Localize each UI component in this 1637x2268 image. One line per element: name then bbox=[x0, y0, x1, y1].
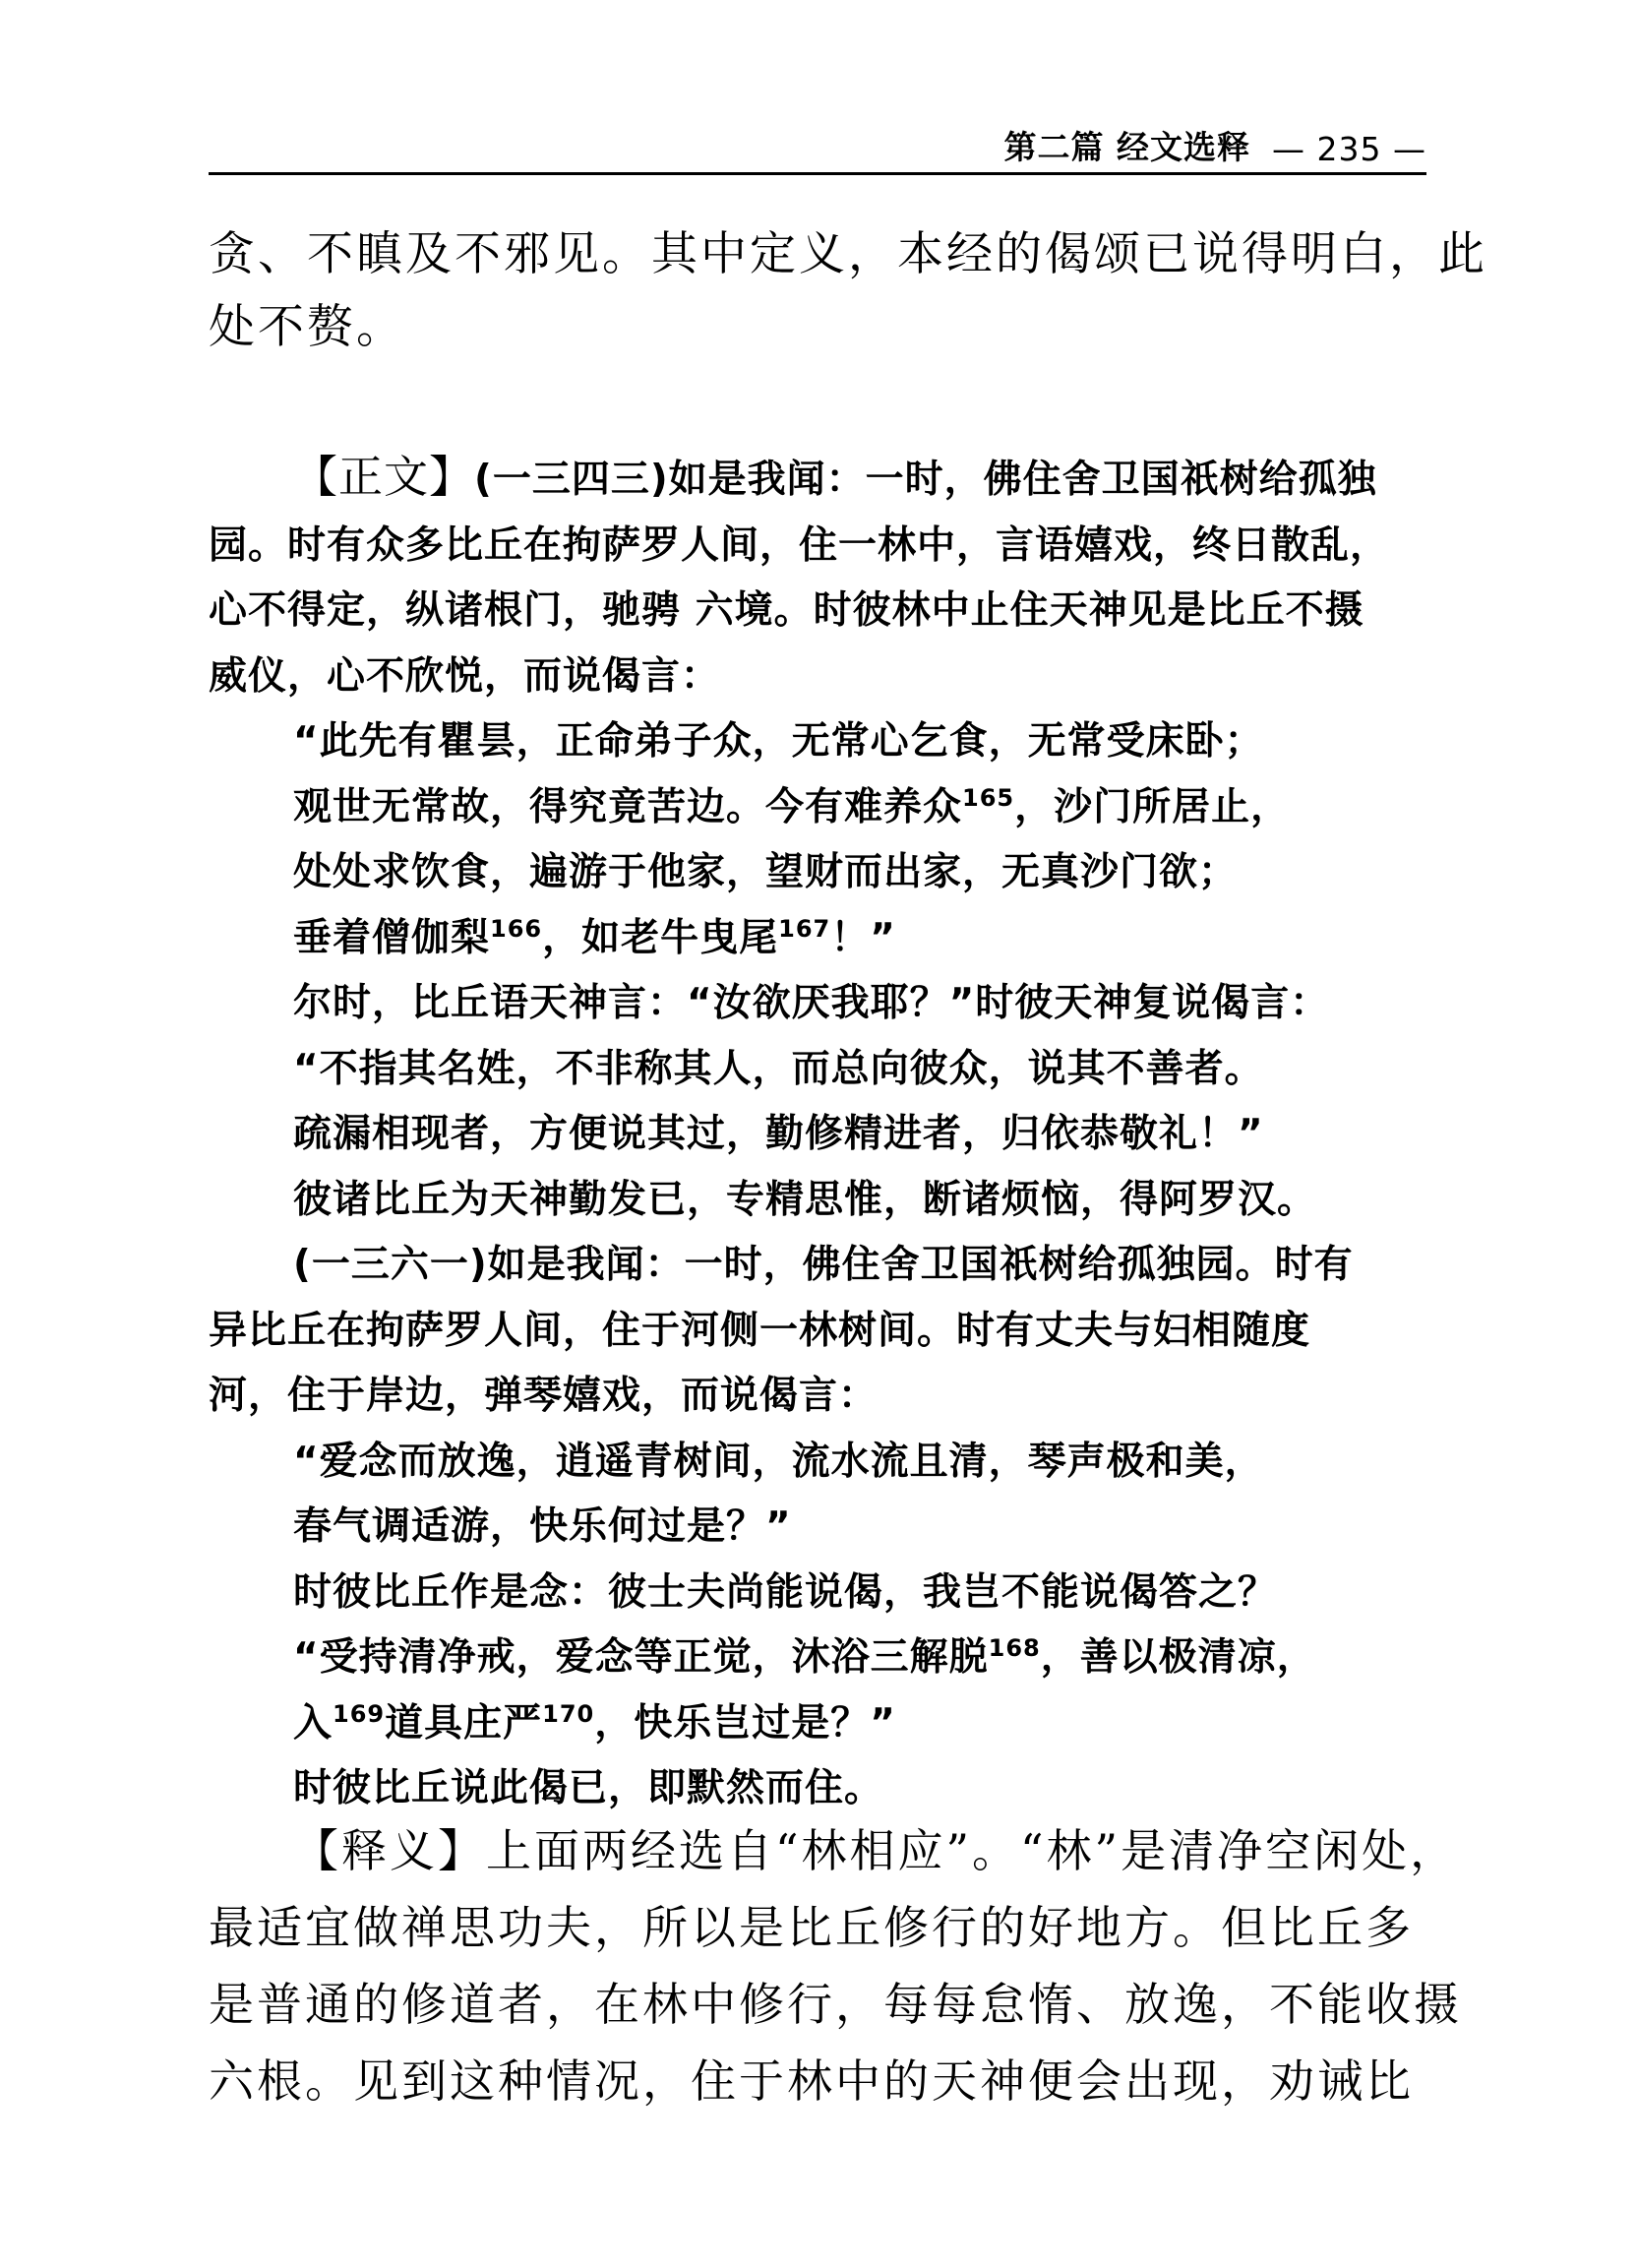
explanation-line: 六根。见到这种情况，住于林中的天神便会出现，劝诫比 bbox=[209, 2054, 1414, 2108]
explanation-line: 最适宜做禅思功夫，所以是比丘修行的好地方。但比丘多 bbox=[209, 1901, 1414, 1954]
sutra1-line: 威仪，心不欣悦，而说偈言： bbox=[209, 653, 721, 699]
thought-line: 时彼比丘作是念：彼士夫尚能说偈，我岂不能说偈答之？ bbox=[293, 1569, 1278, 1615]
footnote-ref-170: 170 bbox=[542, 1699, 595, 1728]
verse-line: “不指其名姓，不非称其人，而总向彼众，说其不善者。 bbox=[293, 1046, 1264, 1091]
conclusion-line: 彼诸比丘为天神勤发已，专精思惟，断诸烦恼，得阿罗汉。 bbox=[293, 1177, 1317, 1222]
sutra1-first-line: 【正文】(一三四三)如是我闻：一时，佛住舍卫国祇树给孤独 bbox=[293, 451, 1377, 503]
verse-line: 垂着僧伽梨$^{166}$，如老牛曳尾$^{167}$！” bbox=[293, 914, 896, 960]
verse-line: “此先有瞿昙，正命弟子众，无常心乞食，无常受床卧； bbox=[293, 719, 1264, 764]
zhengwen-marker: 【正文】 bbox=[293, 451, 475, 503]
sutra-text bbox=[209, 445, 1428, 1822]
shiyi-marker: 【释义】 bbox=[293, 1824, 486, 1877]
footnote-ref-165: 165 bbox=[962, 783, 1015, 812]
verse-line: 春气调适游，快乐何过是？” bbox=[293, 1504, 792, 1549]
sutra2-line: 异比丘在拘萨罗人间，住于河侧一林树间。时有丈夫与妇相随度 bbox=[209, 1308, 1311, 1353]
verse-line: 处处求饮食，遍游于他家，望财而出家，无真沙门欲； bbox=[293, 850, 1239, 894]
footnote-ref-166: 166 bbox=[490, 914, 543, 943]
reply-line: 尔时，比丘语天神言：“汝欲厌我耶？”时彼天神复说偈言： bbox=[293, 981, 1330, 1025]
verse-line: 入$^{169}$道具庄严$^{170}$，快乐岂过是？” bbox=[293, 1699, 896, 1746]
verse-line: 观世无常故，得究竟苦边。今有难养众$^{165}$，沙门所居止， bbox=[293, 783, 1291, 829]
verse-line: 疏漏相现者，方便说其过，勤修精进者，归依恭敬礼！” bbox=[293, 1112, 1264, 1156]
intro-paragraph bbox=[209, 218, 1487, 364]
chapter-title: 第二篇 经文选释 bbox=[1003, 128, 1251, 166]
verse-line: “受持清净戒，爱念等正觉，沐浴三解脱$^{168}$，善以极清凉， bbox=[293, 1634, 1316, 1680]
explanation-line: 是普通的修道者，在林中修行，每每怠惰、放逸，不能收摄 bbox=[209, 1978, 1462, 2031]
explanation-first-line: 【释义】上面两经选自“林相应”。“林”是清净空闲处， bbox=[293, 1824, 1459, 1877]
explanation-paragraph bbox=[209, 1812, 1462, 2119]
verse-line: “爱念而放逸，逍遥青树间，流水流且清，琴声极和美， bbox=[293, 1439, 1264, 1484]
conclusion-line: 时彼比丘说此偈已，即默然而住。 bbox=[293, 1766, 884, 1810]
footnote-ref-167: 167 bbox=[778, 914, 831, 943]
sutra1-line: 心不得定，纵诸根门，驰骋 六境。时彼林中止住天神见是比丘不摄 bbox=[209, 588, 1364, 633]
footnote-ref-169: 169 bbox=[333, 1699, 386, 1728]
sutra1-line: 园。时有众多比丘在拘萨罗人间，住一林中，言语嬉戏，终日散乱， bbox=[209, 522, 1390, 568]
running-header bbox=[209, 118, 1426, 175]
page-number: — 235 — bbox=[1272, 130, 1426, 168]
sutra2-line: 河，住于岸边，弹琴嬉戏，而说偈言： bbox=[209, 1374, 879, 1418]
footnote-ref-168: 168 bbox=[988, 1634, 1041, 1662]
intro-line: 贪、不瞋及不邪见。其中定义，本经的偈颂已说得明白，此 bbox=[209, 227, 1487, 281]
intro-line: 处不赘。 bbox=[209, 300, 405, 354]
sutra2-first-line: (一三六一)如是我闻：一时，佛住舍卫国祇树给孤独园。时有 bbox=[293, 1243, 1354, 1287]
